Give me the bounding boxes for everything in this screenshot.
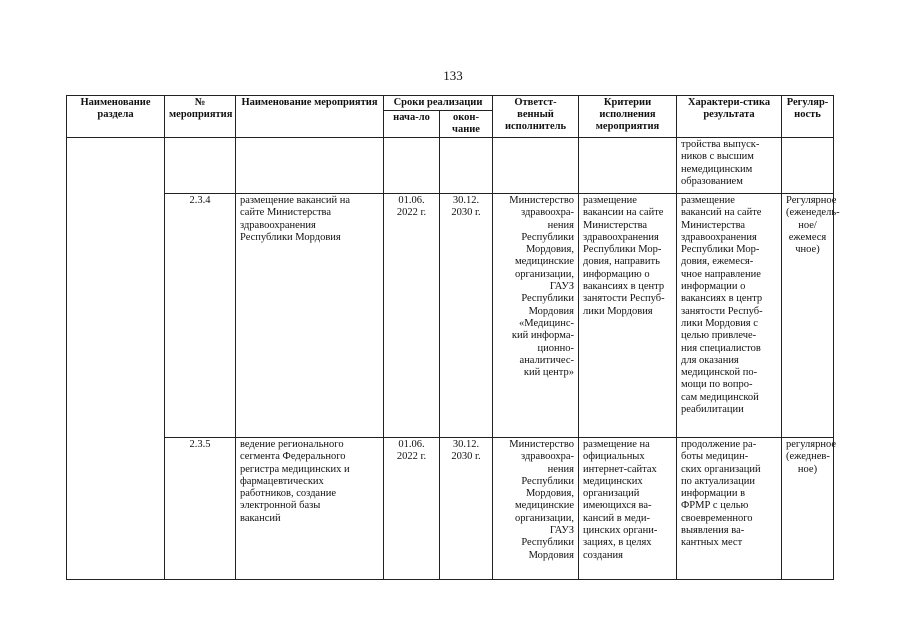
event-regularity: регулярное (ежеднев- ное) [782,438,834,580]
table-cell [440,138,493,194]
table-row [67,438,834,580]
event-criteria: размещение на официальных интернет-сайтах медицинских организаций имеющихся ва- кансий в меди- цинских органи- зациях, в целях создания [579,438,677,580]
event-executor: Министерство здравоохра- нения Республики Мордовия, медицинские организации, ГАУЗ Республики Мордовия [493,438,579,580]
event-number: 2.3.4 [165,194,236,438]
table-cell [493,138,579,194]
event-start: 01.06. 2022 г. [384,194,440,438]
header-row-1 [67,96,834,111]
event-name: ведение регионального сегмента Федерального регистра медицинских и фармацевтических работников, создание электронной базы вакансий [236,438,384,580]
header-regularity: Регуляр-ность [782,96,834,138]
table-cell [236,138,384,194]
header-executor: Ответст-венный исполнитель [493,96,579,138]
header-name: Наименование мероприятия [236,96,384,138]
event-start: 01.06. 2022 г. [384,438,440,580]
table-cell [384,138,440,194]
event-end: 30.12. 2030 г. [440,438,493,580]
event-name: размещение вакансий на сайте Министерства здравоохранения Республики Мордовия [236,194,384,438]
header-number: № мероприятия [165,96,236,138]
table-cell [165,138,236,194]
table-cell [579,138,677,194]
events-table [66,95,840,580]
header-start: нача-ло [384,111,440,138]
header-terms: Сроки реализации [384,96,493,111]
event-number: 2.3.5 [165,438,236,580]
table-row [67,194,834,438]
event-result: размещение вакансий на сайте Министерства здравоохранения Республики Мор- довия, ежемеся- чное направление информации о вакансиях в центр занятости Респуб- лики Мордовия с целью привлече- ния специалистов для оказания медицинской по- мощи по вопро- сам медицинской реабилитации [677,194,782,438]
continuation-row [67,138,834,194]
event-executor: Министерство здравоохра- нения Республики Мордовия, медицинские организации, ГАУЗ Республики Мордовия «Медицинс- кий информа- ционно- аналитичес- кий центр» [493,194,579,438]
event-criteria: размещение вакансии на сайте Министерства здравоохранения Республики Мор- довия, направить информацию о вакансиях в центр занятости Респуб- лики Мордовия [579,194,677,438]
page-number: 133 [443,68,463,83]
header-section: Наименование раздела [67,96,165,138]
section-cell [67,138,165,580]
event-result: продолжение ра- боты медицин- ских организаций по актуализации информации в ФРМР с целью своевременного выявления ва- кантных мест [677,438,782,580]
event-regularity: Регулярное (еженедель- ное/ежемеся чное) [782,194,834,438]
header-end: окон-чание [440,111,493,138]
table-cell [782,138,834,194]
header-result: Характери-стика результата [677,96,782,138]
continuation-result: тройства выпуск- ников с высшим немедицинским образованием [677,138,782,194]
event-end: 30.12. 2030 г. [440,194,493,438]
header-criteria: Критерии исполнения мероприятия [579,96,677,138]
